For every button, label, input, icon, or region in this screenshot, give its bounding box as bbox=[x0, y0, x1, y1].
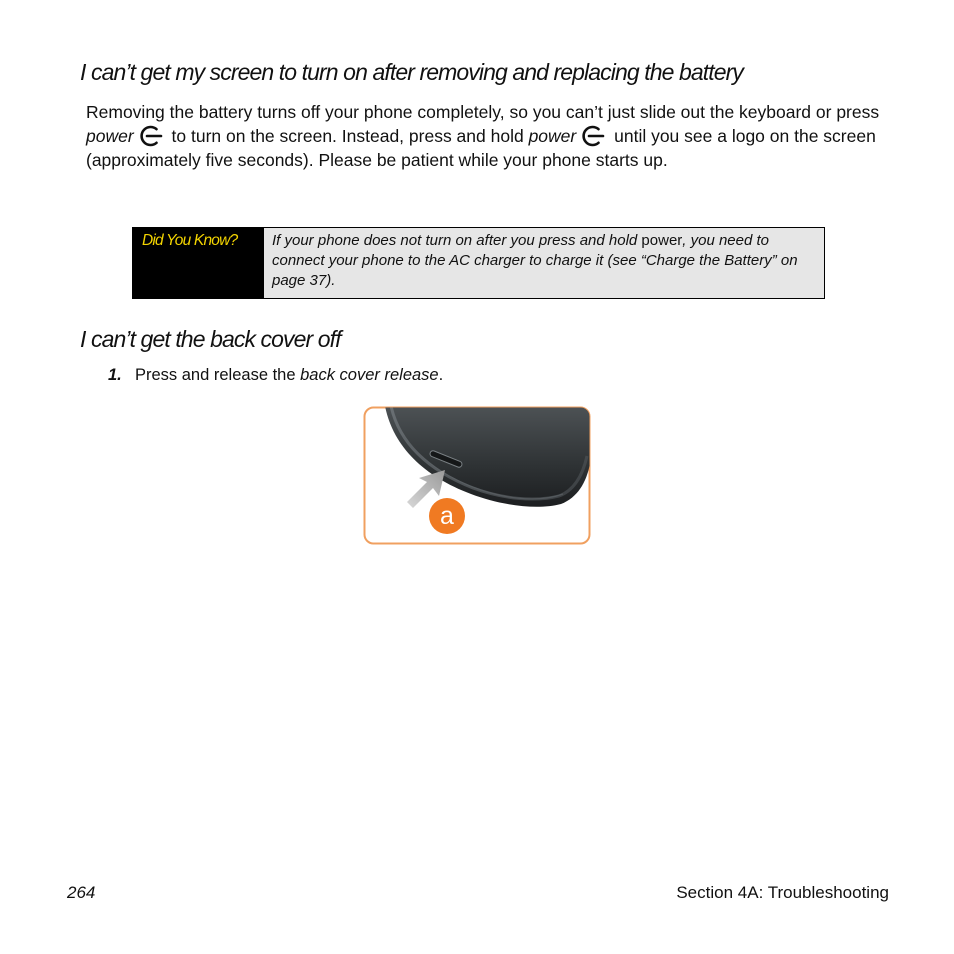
paragraph-text: Removing the battery turns off your phone completely, so you can’t just slide out the keyboard or press bbox=[86, 102, 880, 122]
section-title-footer: Section 4A: Troubleshooting bbox=[676, 883, 889, 902]
power-icon bbox=[139, 125, 163, 147]
back-cover-release-label: back cover release bbox=[300, 366, 439, 384]
note-text bbox=[264, 228, 824, 298]
battery-instructions-paragraph bbox=[86, 100, 892, 173]
callout-a-letter: a bbox=[440, 502, 454, 530]
power-icon bbox=[581, 125, 605, 147]
did-you-know-note bbox=[132, 227, 825, 299]
power-key-label: power bbox=[528, 126, 577, 147]
note-power-label: power bbox=[641, 232, 683, 249]
back-cover-release-illustration bbox=[363, 406, 591, 545]
step-end: . bbox=[438, 366, 444, 384]
section-heading-screen-on: I can’t get my screen to turn on after removing and replacing the battery bbox=[80, 59, 744, 85]
step-item bbox=[108, 366, 443, 385]
paragraph-text: to turn on the screen. Instead, press and hold bbox=[166, 126, 529, 147]
note-text-part: , you need to connect your phone to the AC charger to charge it (see “Charge the Battery” on page 37). bbox=[272, 232, 798, 289]
paragraph-text: until you see a logo on the screen (approximately five seconds). Please be patient while your phone starts up. bbox=[86, 126, 876, 171]
section-heading-back-cover: I can’t get the back cover off bbox=[80, 326, 341, 352]
note-label: Did You Know? bbox=[133, 228, 264, 298]
page-number: 264 bbox=[67, 883, 96, 902]
step-number: 1. bbox=[108, 366, 122, 384]
note-text-part: If your phone does not turn on after you press and hold bbox=[272, 232, 642, 249]
power-key-label: power bbox=[86, 126, 134, 147]
step-text: Press and release the bbox=[135, 366, 301, 384]
